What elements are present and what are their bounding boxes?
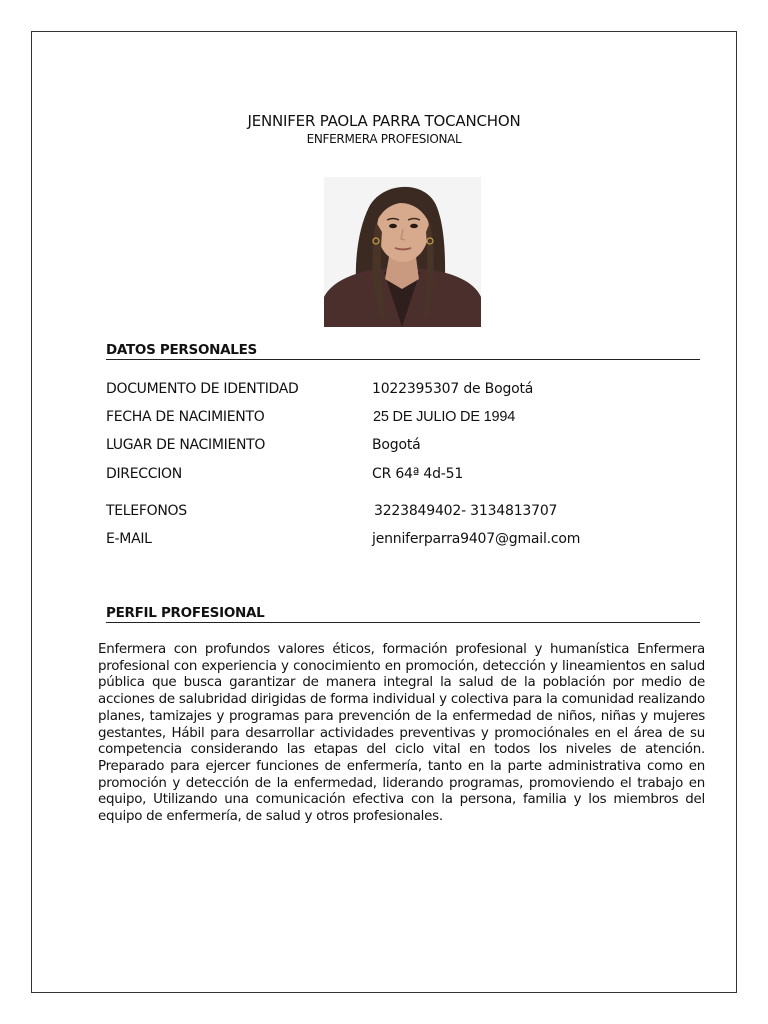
label-phones: TELEFONOS (106, 503, 187, 519)
value-birthdate: 25 DE JULIO DE 1994 (373, 409, 516, 425)
profile-paragraph: Enfermera con profundos valores éticos, formación profesional y humanística Enfermera profesional con experiencia y conocimiento en promoción, detección y lineamientos en salud pública que busca garantizar de manera integral la salud de la población por medio de acciones de salubridad dirigidas de forma individual y colectiva para la comunidad realizando planes, tamizajes y programas para prevención de la enfermedad de niños, niñas y mujeres gestantes, Hábil para desarrollar actividades preventivas y promociónales en el área de su competencia considerando las etapas del ciclo vital en todos los niveles de atención. Preparado para ejercer funciones de enfermería, tanto en la parte administrativa como en promoción y detección de la enfermedad, liderando programas, promoviendo el trabajo en equipo, Utilizando una comunicación efectiva con la persona, familia y los miembros del equipo de enfermería, de salud y otros profesionales. (98, 642, 705, 825)
value-document: 1022395307 de Bogotá (372, 381, 534, 397)
cv-page (31, 31, 737, 993)
person-name: JENNIFER PAOLA PARRA TOCANCHON (247, 112, 521, 130)
profession-title: ENFERMERA PROFESIONAL (306, 132, 462, 146)
label-document: DOCUMENTO DE IDENTIDAD (106, 381, 299, 397)
label-email: E-MAIL (106, 531, 152, 547)
label-address: DIRECCION (106, 466, 182, 482)
value-birthplace: Bogotá (372, 437, 421, 453)
value-phones: 3223849402- 3134813707 (374, 503, 558, 519)
label-birthdate: FECHA DE NACIMIENTO (106, 409, 265, 425)
value-address: CR 64ª 4d-51 (372, 466, 464, 482)
section-title-personal: DATOS PERSONALES (106, 342, 700, 360)
value-email: jenniferparra9407@gmail.com (372, 531, 581, 547)
label-birthplace: LUGAR DE NACIMIENTO (106, 437, 266, 453)
section-title-profile: PERFIL PROFESIONAL (106, 605, 700, 623)
profile-photo (324, 177, 481, 327)
